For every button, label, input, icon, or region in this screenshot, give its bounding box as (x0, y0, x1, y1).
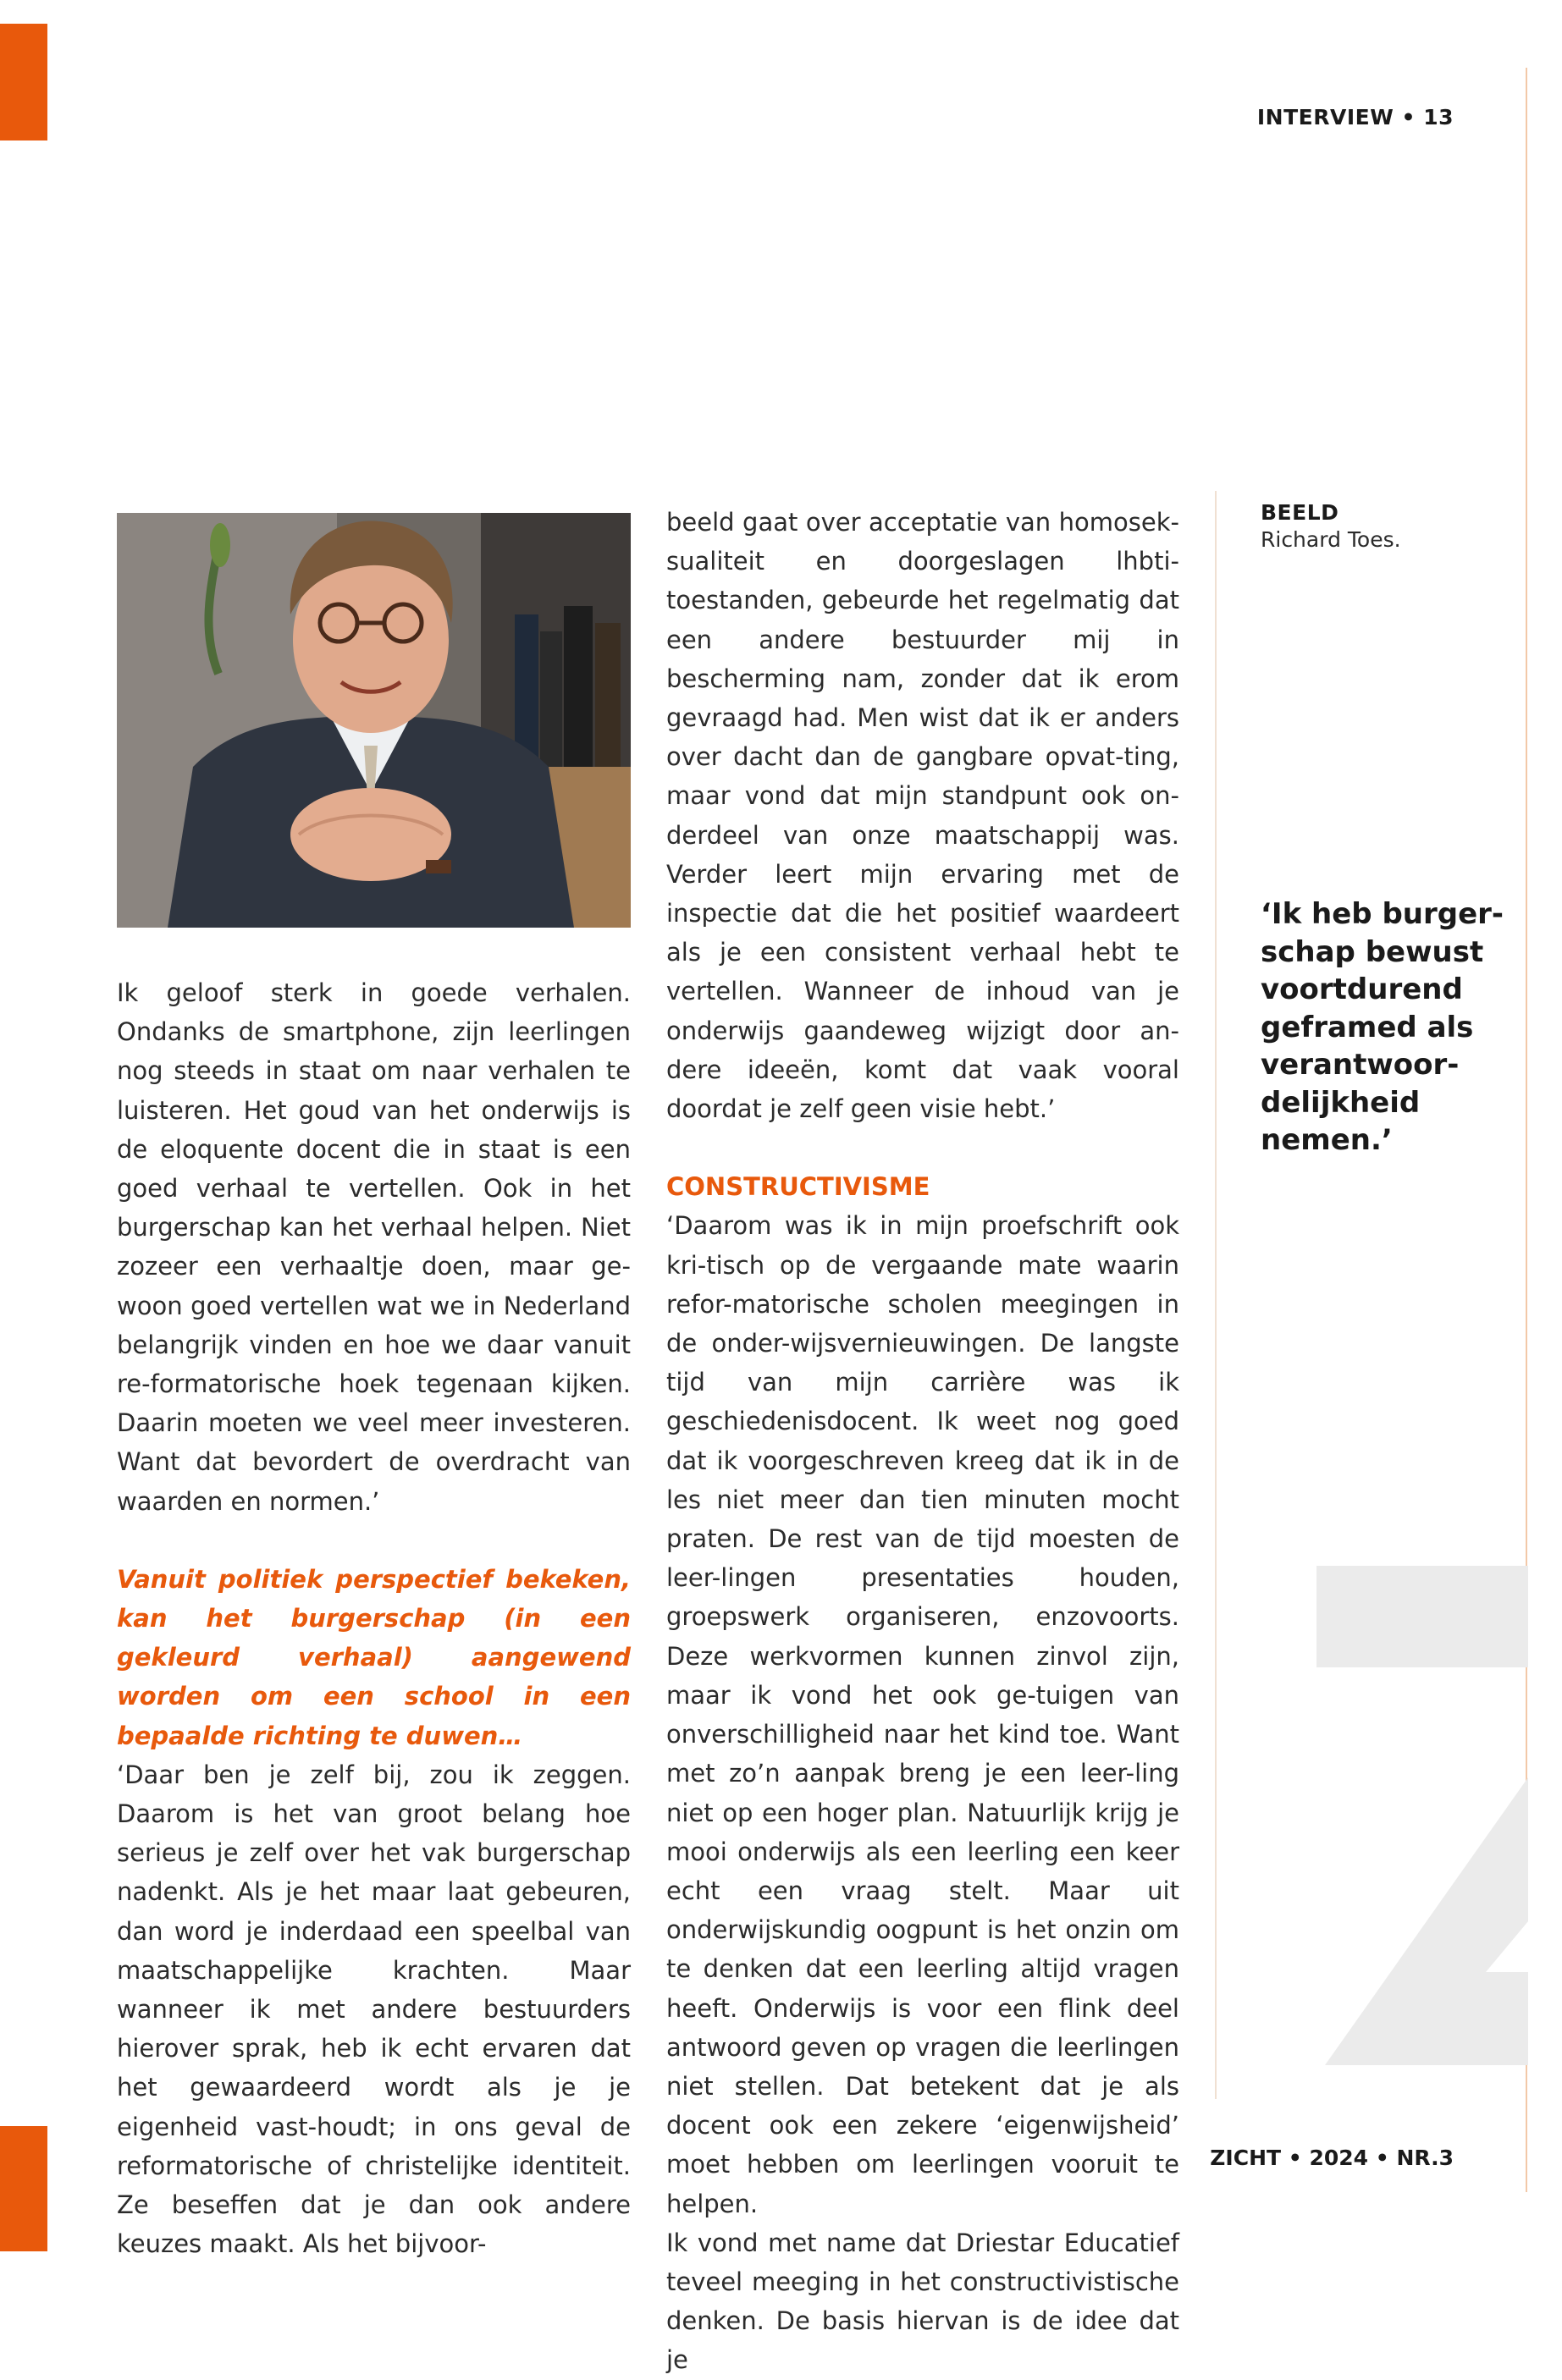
pull-quote: ‘Ik heb burger-schap bewust voortdurend geframed als verantwoor-delijkheid nemen.’ (1261, 897, 1504, 1157)
portrait-illustration (117, 513, 631, 928)
orange-edge-tab-top (0, 24, 47, 140)
article-column-left (117, 973, 631, 2264)
body-paragraph: beeld gaat over acceptatie van homosek-sualiteit en doorgeslagen lhbti-toestanden, gebeurde het regelmatig dat een andere bestuurder mij in bescherming nam, zonder dat ik erom gevraagd had. Men wist dat ik er anders over dacht dan de gangbare opvat-ting, maar vond dat mijn standpunt ook on-derdeel van onze maatschappij was. Verder leert mijn ervaring met de inspectie dat die het positief waardeert als je een consistent verhaal hebt te vertellen. Wanneer de inhoud van je onderwijs gaandeweg wijzigt door an-dere ideeën, komt dat vaak vooral doordat je zelf geen visie hebt.’ (666, 508, 1179, 1124)
body-paragraph: ‘Daarom was ik in mijn proefschrift ook kri-tisch op de vergaande mate waarin refor-matorische scholen meegingen in de onder-wijsvernieuwingen. De langste tijd van mijn carrière was ik geschiedenisdocent. Ik weet nog goed dat ik voorgeschreven kreeg dat ik in de les niet meer dan tien minuten mocht praten. De rest van de tijd moesten de leer-lingen presentaties houden, groepswerk organiseren, enzovoorts. Deze werkvormen kunnen zinvol zijn, maar ik vond het ook ge-tuigen van onverschilligheid naar het kind toe. Want met zo’n aanpak breng je een leer-ling niet op een hoger plan. Natuurlijk krijg je mooi onderwijs als een leerling een keer echt een vraag stelt. Maar uit onderwijskundig oogpunt is het onzin om te denken dat een leerling altijd vragen heeft. Onderwijs is voor een flink deel antwoord geven op vragen die leerlingen niet stellen. Dat betekent dat je als docent ook een zekere ‘eigenwijsheid’ moet hebben om leerlingen vooruit te helpen. (666, 1211, 1179, 2218)
deco-bar (1316, 1566, 1528, 1667)
separator-dot: • (1375, 2146, 1397, 2170)
body-paragraph: Ik geloof sterk in goede verhalen. Ondanks de smartphone, zijn leerlingen nog steeds in staat om naar verhalen te luisteren. Het goud van het onderwijs is de eloquente docent die in staat is een goed verhaal te vertellen. Ook in het burgerschap kan het verhaal helpen. Niet zozeer een verhaaltje doen, maar ge-woon goed vertellen wat we in Nederland belangrijk vinden en hoe we daar vanuit re-formatorische hoek tegenaan kijken. Daarin moeten we veel meer investeren. Want dat bevordert de overdracht van waarden en normen.’ (117, 978, 631, 1516)
interviewee-photo (117, 513, 631, 928)
magazine-name: ZICHT (1210, 2146, 1282, 2170)
separator-dot: • (1288, 2146, 1310, 2170)
credit-name: Richard Toes. (1261, 527, 1401, 552)
running-header (1257, 105, 1454, 129)
paragraph-gap (666, 1128, 1179, 1167)
deco-wedge (1325, 1777, 1528, 2065)
photo-credit (1261, 499, 1401, 554)
page-number: 13 (1423, 105, 1454, 129)
section-subhead: CONSTRUCTIVISME (666, 1172, 930, 1202)
issue-number: NR.3 (1396, 2146, 1454, 2170)
running-footer (1210, 2146, 1454, 2170)
body-paragraph: Ik vond met name dat Driestar Educatief teveel meeging in het constructivistische denken. De basis hiervan is de idee dat je (666, 2228, 1179, 2375)
interview-question: Vanuit politiek perspectief bekeken, kan het burgerschap (in een gekleurd verhaal) aangewend worden om een school in een bepaalde richting te duwen… (117, 1564, 631, 1750)
credit-label: BEELD (1261, 500, 1339, 525)
body-paragraph: ‘Daar ben je zelf bij, zou ik zeggen. Daarom is het van groot belang hoe serieus je zelf over het vak burgerschap nadenkt. Als je het maar laat gebeuren, dan word je inderdaad een speelbal van maatschappelijke krachten. Maar wanneer ik met andere bestuurders hierover sprak, heb ik echt ervaren dat het gewaardeerd wordt als je je eigenheid vast-houdt; in ons geval de reformatorische of christelijke identiteit. Ze beseffen dat je dan ook andere keuzes maakt. Als het bijvoor- (117, 1760, 631, 2259)
separator-dot: • (1401, 105, 1424, 129)
issue-year: 2024 (1309, 2146, 1369, 2170)
article-column-middle (666, 503, 1179, 2380)
paragraph-gap (117, 1521, 631, 1560)
section-label: INTERVIEW (1256, 105, 1394, 129)
decorative-numeral-graphic (1316, 1566, 1528, 2065)
sidebar-divider (1215, 491, 1217, 2099)
orange-edge-tab-bottom (0, 2126, 47, 2251)
